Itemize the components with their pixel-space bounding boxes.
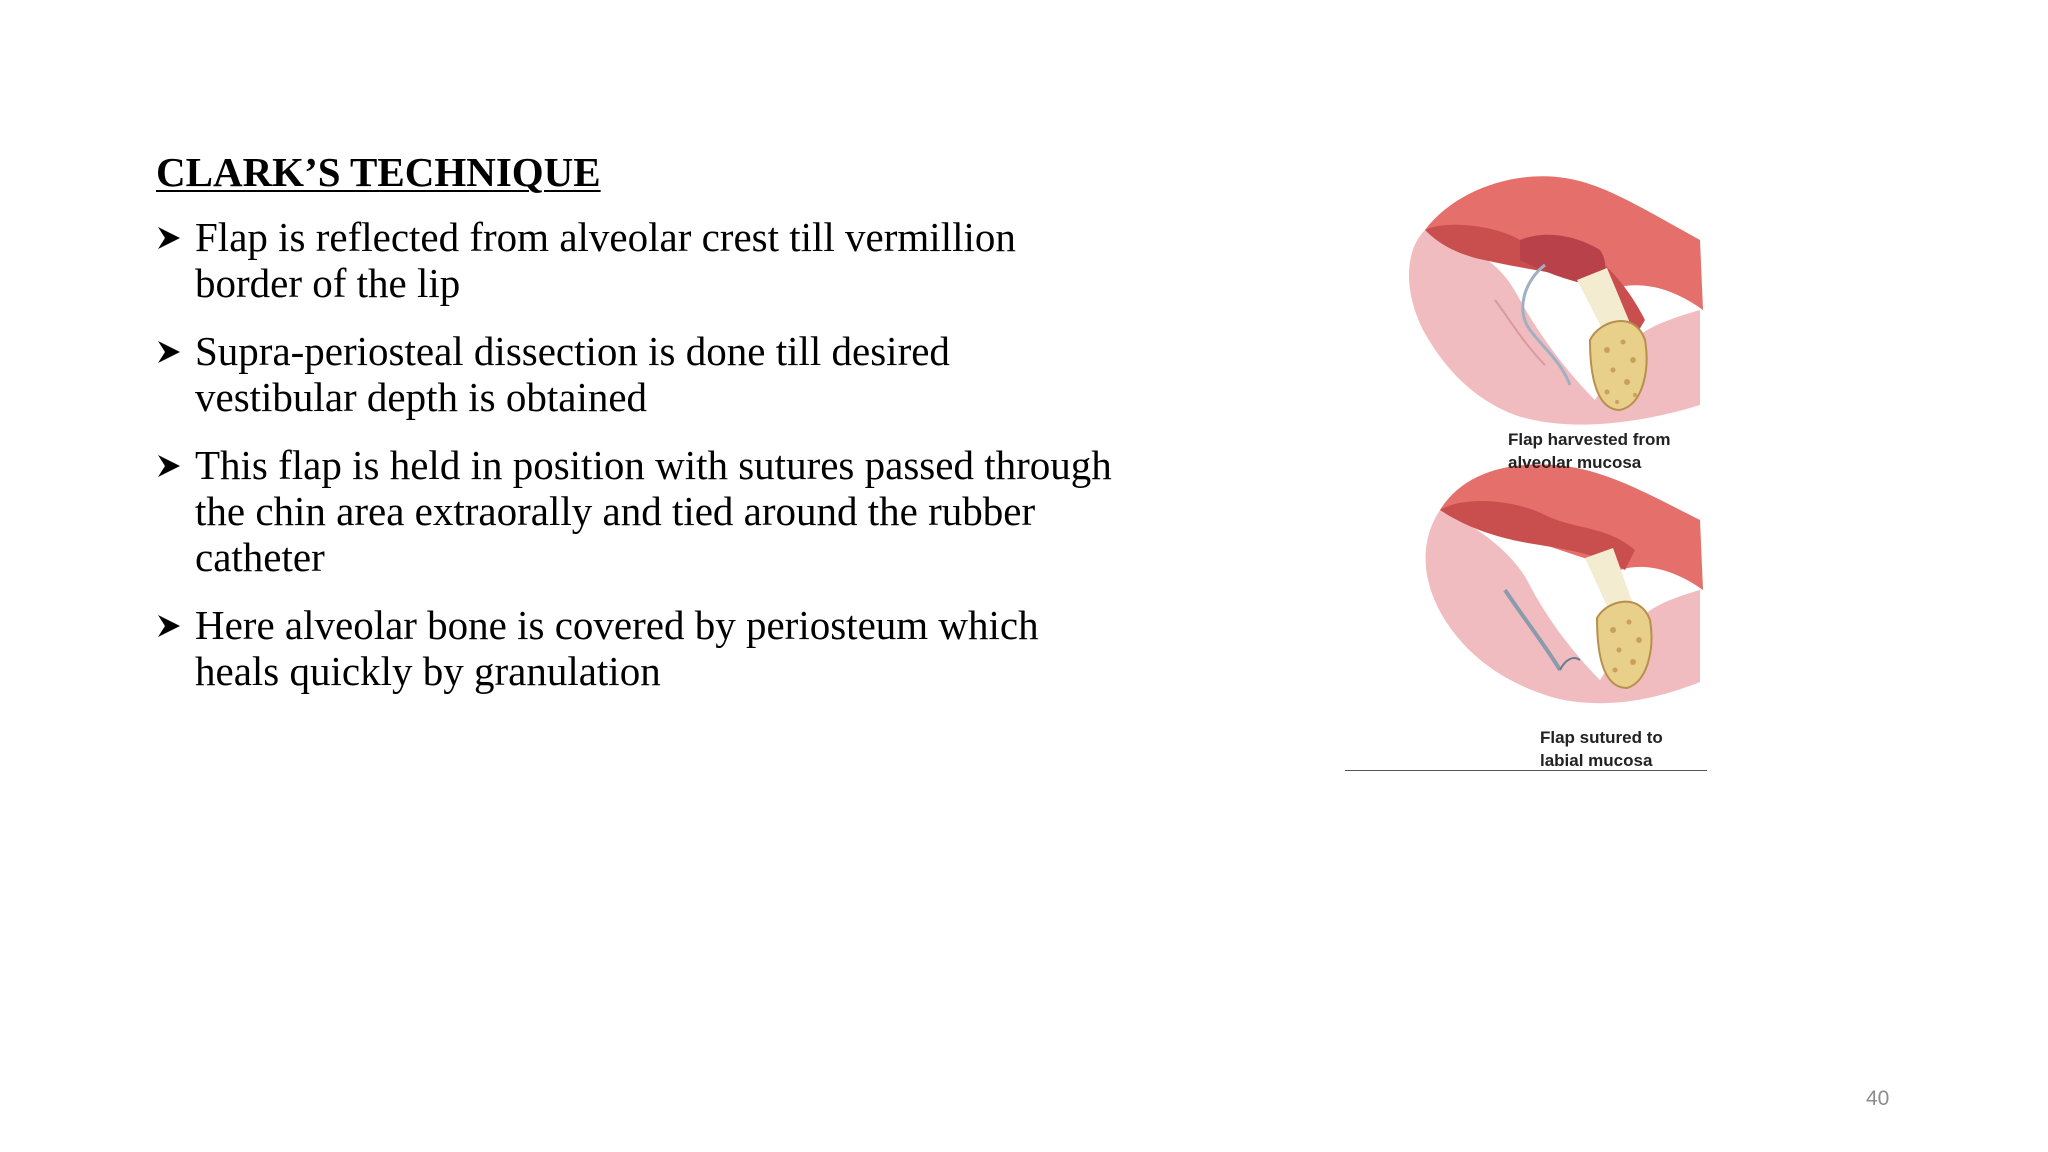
- bullet-item: [156, 442, 1116, 580]
- slide-title: CLARK’S TECHNIQUE: [156, 149, 601, 195]
- bullet-text: Here alveolar bone is covered by periosteum which heals quickly by granulation: [195, 602, 1039, 694]
- figure-baseline-divider: [1345, 770, 1707, 771]
- arrow-bullet-icon: [156, 340, 182, 364]
- page-number: 40: [1866, 1087, 1890, 1110]
- bullet-text: This flap is held in position with sutures passed through the chin area extraorally and tied around the rubber catheter: [195, 442, 1112, 580]
- bullet-item: [156, 602, 1116, 694]
- bullet-text: Supra-periosteal dissection is done till desired vestibular depth is obtained: [195, 328, 950, 420]
- bullet-list: [156, 214, 1116, 716]
- arrow-bullet-icon: [156, 226, 182, 250]
- flap-sutured-illustration: [1426, 464, 1703, 703]
- bullet-item: [156, 328, 1116, 420]
- figure-caption-top: Flap harvested from alveolar mucosa: [1508, 430, 1671, 472]
- figure-caption-bottom: Flap sutured to labial mucosa: [1540, 728, 1663, 770]
- arrow-bullet-icon: [156, 614, 182, 638]
- arrow-bullet-icon: [156, 454, 182, 478]
- vestibuloplasty-illustration: [1345, 170, 1715, 775]
- flap-harvested-illustration: [1409, 176, 1703, 424]
- bullet-text: Flap is reflected from alveolar crest till vermillion border of the lip: [195, 214, 1016, 306]
- bullet-item: [156, 214, 1116, 306]
